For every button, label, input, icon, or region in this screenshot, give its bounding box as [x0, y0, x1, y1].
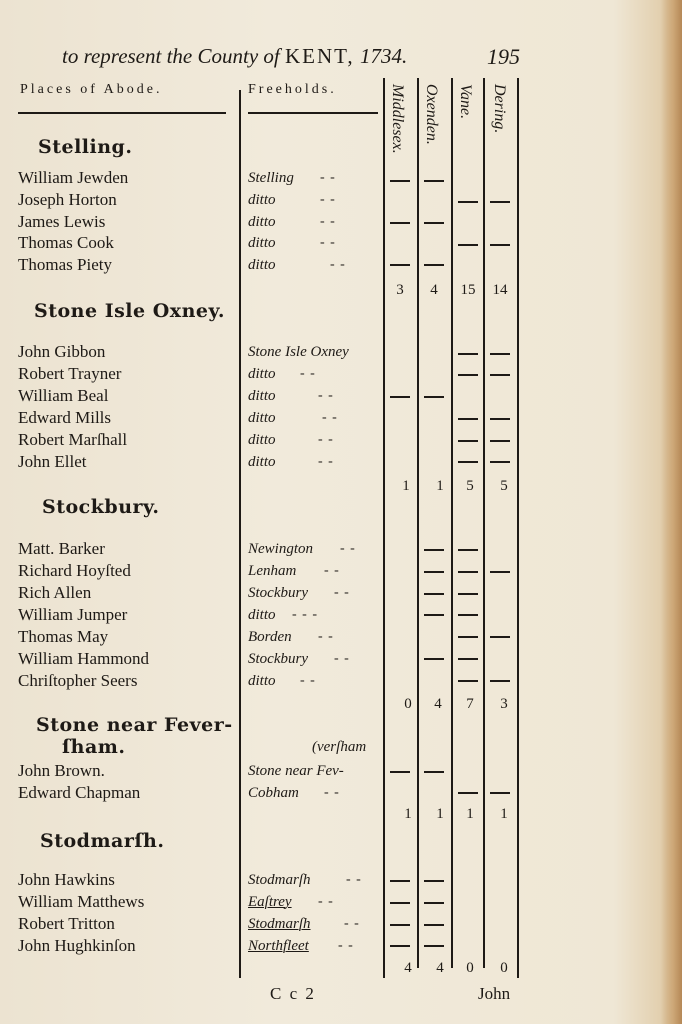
leader-dots: - -: [318, 388, 334, 403]
vote-mark: [458, 418, 478, 420]
total-dering: 14: [492, 282, 508, 298]
freehold-place: Stone near Fev-: [248, 763, 344, 779]
voter-name: John Ellet: [18, 452, 87, 471]
leader-dots: - -: [324, 785, 340, 800]
leader-dots: - -: [318, 432, 334, 447]
voter-name: Richard Hoyſted: [18, 561, 131, 580]
col-oxenden: Oxenden.: [423, 84, 440, 145]
freehold-place: ditto: [248, 192, 276, 208]
vote-mark: [424, 658, 444, 660]
running-head: [62, 44, 407, 69]
vote-mark: [490, 244, 510, 246]
total-dering: 5: [500, 478, 508, 494]
vote-mark: [390, 924, 410, 926]
voter-name: John Hughkinſon: [18, 936, 136, 955]
vote-mark: [490, 201, 510, 203]
vote-mark: [424, 549, 444, 551]
vote-mark: [424, 593, 444, 595]
voter-name: Joseph Horton: [18, 190, 117, 209]
section-title: Stone Isle Oxney.: [34, 300, 225, 322]
page-number: 195: [487, 44, 520, 69]
freehold-place: Lenham: [248, 563, 297, 579]
vote-mark: [424, 614, 444, 616]
vote-mark: [424, 771, 444, 773]
county-name: KENT,: [285, 44, 355, 68]
freehold-place: Stone Isle Oxney: [248, 344, 349, 360]
vote-mark: [458, 680, 478, 682]
total-oxenden: 4: [430, 282, 438, 298]
signature-mark: C c 2: [270, 984, 316, 1003]
freehold-place: ditto: [248, 388, 276, 404]
vote-mark: [424, 924, 444, 926]
freehold-place: Stodmarſh: [248, 916, 311, 932]
vote-mark: [458, 571, 478, 573]
rule-col-5: [483, 78, 485, 968]
freehold-place: ditto: [248, 235, 276, 251]
vote-mark: [458, 792, 478, 794]
rule-col-6: [517, 78, 519, 978]
leader-dots: - -: [334, 585, 350, 600]
freehold-place: ditto: [248, 214, 276, 230]
freehold-place: Northfleet: [248, 938, 309, 954]
voter-name: John Brown.: [18, 761, 105, 780]
total-middlesex: 3: [396, 282, 404, 298]
leader-dots: - -: [324, 563, 340, 578]
freehold-place: ditto: [248, 607, 276, 623]
vote-mark: [390, 945, 410, 947]
vote-mark: [390, 264, 410, 266]
total-vane: 1: [466, 806, 474, 822]
total-oxenden: 1: [436, 806, 444, 822]
total-dering: 0: [500, 960, 508, 976]
leader-dots: - -: [300, 673, 316, 688]
freehold-place: Cobham: [248, 785, 299, 801]
vote-mark: [458, 614, 478, 616]
leader-dots: - -: [320, 214, 336, 229]
freehold-place: Stockbury: [248, 585, 308, 601]
total-middlesex: 0: [404, 696, 412, 712]
vote-mark: [424, 264, 444, 266]
vote-mark: [390, 880, 410, 882]
vote-mark: [490, 461, 510, 463]
freehold-continuation: (verſham: [312, 739, 367, 755]
leader-dots: - -: [300, 366, 316, 381]
vote-mark: [424, 571, 444, 573]
freehold-place: Borden: [248, 629, 292, 645]
freehold-place: Newington: [248, 541, 314, 557]
vote-mark: [424, 222, 444, 224]
vote-mark: [424, 180, 444, 182]
voter-name: Edward Mills: [18, 408, 112, 427]
vote-mark: [490, 418, 510, 420]
col-vane: Vane.: [457, 84, 474, 120]
total-oxenden: 4: [434, 696, 442, 712]
catchword: John: [478, 984, 511, 1003]
leader-dots: - -: [322, 410, 338, 425]
vote-mark: [424, 902, 444, 904]
freehold-place: Stelling: [248, 170, 294, 186]
voter-name: Matt. Barker: [18, 539, 105, 558]
leader-dots: - -: [320, 170, 336, 185]
vote-mark: [390, 180, 410, 182]
voter-name: Robert Trayner: [18, 364, 122, 383]
voter-name: Edward Chapman: [18, 783, 141, 802]
vote-mark: [458, 201, 478, 203]
vote-mark: [424, 880, 444, 882]
total-oxenden: 4: [436, 960, 444, 976]
vote-mark: [458, 549, 478, 551]
voter-name: William Beal: [18, 386, 109, 405]
vote-mark: [424, 945, 444, 947]
total-vane: 5: [466, 478, 474, 494]
section-title-cont: ſham.: [62, 736, 126, 758]
vote-mark: [424, 396, 444, 398]
section-title: Stelling.: [38, 136, 133, 158]
rule-col-2: [383, 78, 385, 978]
leader-dots: - -: [334, 651, 350, 666]
voter-name: Rich Allen: [18, 583, 92, 602]
freehold-place: Eaſtrey: [248, 894, 292, 910]
total-dering: 1: [500, 806, 508, 822]
voter-name: John Gibbon: [18, 342, 106, 361]
voter-name: Chriſtopher Seers: [18, 671, 138, 690]
vote-mark: [490, 353, 510, 355]
leader-dots: - -: [318, 894, 334, 909]
vote-mark: [490, 440, 510, 442]
voter-name: Thomas Cook: [18, 233, 114, 252]
leader-dots: - -: [338, 938, 354, 953]
voter-name: Thomas May: [18, 627, 109, 646]
voter-name: William Jumper: [18, 605, 128, 624]
vote-mark: [490, 571, 510, 573]
leader-dots: - -: [320, 235, 336, 250]
col-freeholds: Freeholds.: [248, 82, 337, 97]
freehold-place: Stockbury: [248, 651, 308, 667]
rule-freeholds: [248, 112, 378, 114]
vote-mark: [490, 636, 510, 638]
total-oxenden: 1: [436, 478, 444, 494]
vote-mark: [458, 374, 478, 376]
voter-name: Thomas Piety: [18, 255, 112, 274]
page-edge: [660, 0, 682, 1024]
vote-mark: [390, 396, 410, 398]
vote-mark: [390, 222, 410, 224]
vote-mark: [458, 440, 478, 442]
voter-name: John Hawkins: [18, 870, 115, 889]
voter-name: James Lewis: [18, 212, 106, 231]
total-middlesex: 1: [404, 806, 412, 822]
running-head-text: to represent the County of: [62, 44, 280, 68]
freehold-place: Stodmarſh: [248, 872, 311, 888]
section-title: Stodmarſh.: [40, 830, 165, 852]
col-middlesex: Middlesex.: [389, 84, 406, 154]
voter-name: William Hammond: [18, 649, 150, 668]
rule-col-1: [239, 90, 241, 978]
rule-col-4: [451, 78, 453, 968]
total-dering: 3: [500, 696, 508, 712]
rule-places: [18, 112, 226, 114]
voter-name: William Jewden: [18, 168, 129, 187]
vote-mark: [458, 244, 478, 246]
rule-col-3: [417, 78, 419, 968]
vote-mark: [490, 792, 510, 794]
leader-dots: - -: [320, 192, 336, 207]
leader-dots: - -: [344, 916, 360, 931]
voter-name: William Matthews: [18, 892, 145, 911]
section-title: Stone near Fever-: [36, 714, 233, 736]
section-title: Stockbury.: [42, 496, 160, 518]
voter-name: Robert Tritton: [18, 914, 115, 933]
freehold-place: ditto: [248, 410, 276, 426]
vote-mark: [390, 771, 410, 773]
vote-mark: [390, 902, 410, 904]
freehold-place: ditto: [248, 432, 276, 448]
total-vane: 15: [460, 282, 476, 298]
leader-dots: - - -: [292, 607, 318, 622]
freehold-place: ditto: [248, 454, 276, 470]
leader-dots: - -: [346, 872, 362, 887]
freehold-place: ditto: [248, 673, 276, 689]
col-dering: Dering.: [491, 84, 508, 134]
vote-mark: [490, 374, 510, 376]
leader-dots: - -: [318, 454, 334, 469]
voter-name: Robert Marſhall: [18, 430, 128, 449]
year: 1734.: [359, 44, 408, 68]
vote-mark: [490, 680, 510, 682]
leader-dots: - -: [340, 541, 356, 556]
vote-mark: [458, 636, 478, 638]
col-places-of-abode: Places of Abode.: [20, 82, 163, 97]
leader-dots: - -: [318, 629, 334, 644]
total-middlesex: 4: [404, 960, 412, 976]
leader-dots: - -: [330, 257, 346, 272]
total-vane: 0: [466, 960, 474, 976]
total-vane: 7: [466, 696, 474, 712]
freehold-place: ditto: [248, 366, 276, 382]
vote-mark: [458, 461, 478, 463]
vote-mark: [458, 658, 478, 660]
freehold-place: ditto: [248, 257, 276, 273]
vote-mark: [458, 353, 478, 355]
vote-mark: [458, 593, 478, 595]
total-middlesex: 1: [402, 478, 410, 494]
